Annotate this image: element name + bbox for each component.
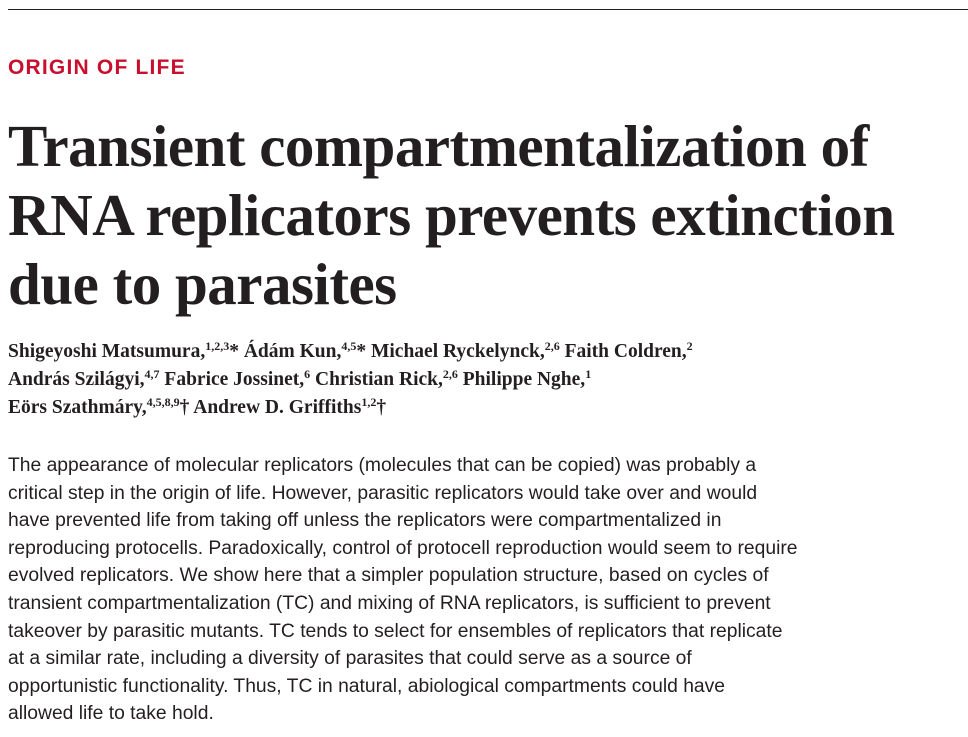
author-line — [8, 394, 963, 422]
author-affiliations: 2,6 — [442, 367, 458, 381]
author-mark: * — [229, 341, 239, 362]
author-affiliations: 2 — [686, 339, 693, 353]
author-name: Ádám Kun, — [243, 341, 342, 362]
title-line: Transient compartmentalization of — [8, 113, 869, 179]
abstract-line: evolved replicators. We show here that a simpler population structure, based on cycles of — [8, 565, 769, 587]
abstract-line: reproducing protocells. Paradoxically, control of protocell reproduction would seem to require — [8, 537, 798, 559]
author-name: Fabrice Jossinet, — [164, 369, 305, 390]
abstract-line: takeover by parasitic mutants. TC tends to select for ensembles of replicators that replicate — [8, 620, 783, 642]
author-name: Eörs Szathmáry, — [8, 397, 147, 418]
author-name: András Szilágyi, — [8, 369, 145, 390]
abstract-line: The appearance of molecular replicators (molecules that can be copied) was probably a — [8, 455, 757, 476]
author — [8, 397, 189, 418]
author-affiliations: 2,6 — [544, 339, 560, 353]
author-affiliations: 4,5,8,9 — [146, 395, 180, 409]
author-affiliations: 6 — [304, 367, 311, 381]
author-name: Michael Ryckelynck, — [370, 341, 545, 362]
author-name: Philippe Nghe, — [462, 369, 586, 390]
top-rule — [8, 9, 968, 10]
author-list — [8, 338, 963, 422]
title-line: due to parasites — [8, 251, 397, 317]
abstract-line: transient compartmentalization (TC) and mixing of RNA replicators, is sufficient to prevent — [8, 592, 771, 614]
author-mark: † — [376, 397, 387, 418]
author — [565, 341, 693, 362]
author-mark: * — [356, 341, 367, 362]
author — [8, 369, 160, 390]
author-name: Faith Coldren, — [564, 341, 687, 362]
author — [244, 341, 366, 362]
author — [164, 369, 310, 390]
author-name: Andrew D. Griffiths — [193, 397, 362, 418]
author — [463, 369, 591, 390]
author-name: Christian Rick, — [315, 369, 443, 390]
author-mark: † — [179, 397, 190, 418]
author-affiliations: 1 — [585, 367, 592, 381]
author — [193, 397, 386, 418]
abstract-line: allowed life to take hold. — [8, 703, 214, 725]
section-label: ORIGIN OF LIFE — [8, 56, 186, 79]
article-title — [8, 112, 963, 319]
author — [371, 341, 560, 362]
author-name: Shigeyoshi Matsumura, — [8, 341, 206, 362]
author — [8, 341, 239, 362]
author-affiliations: 1,2 — [361, 395, 377, 409]
abstract — [8, 452, 963, 728]
title-line: RNA replicators prevents extinction — [8, 182, 895, 248]
author-affiliations: 4,5 — [341, 339, 357, 353]
abstract-line: opportunistic functionality. Thus, TC in natural, abiological compartments could have — [8, 675, 726, 697]
abstract-line: critical step in the origin of life. However, parasitic replicators would take over and would — [8, 482, 758, 504]
author-affiliations: 1,2,3 — [205, 339, 230, 353]
author — [315, 369, 458, 390]
abstract-line: have prevented life from taking off unless the replicators were compartmentalized in — [8, 510, 722, 532]
author-line — [8, 366, 963, 394]
author-affiliations: 4,7 — [144, 367, 160, 381]
abstract-line: at a similar rate, including a diversity of parasites that could serve as a source of — [8, 648, 692, 670]
author-line — [8, 338, 963, 366]
